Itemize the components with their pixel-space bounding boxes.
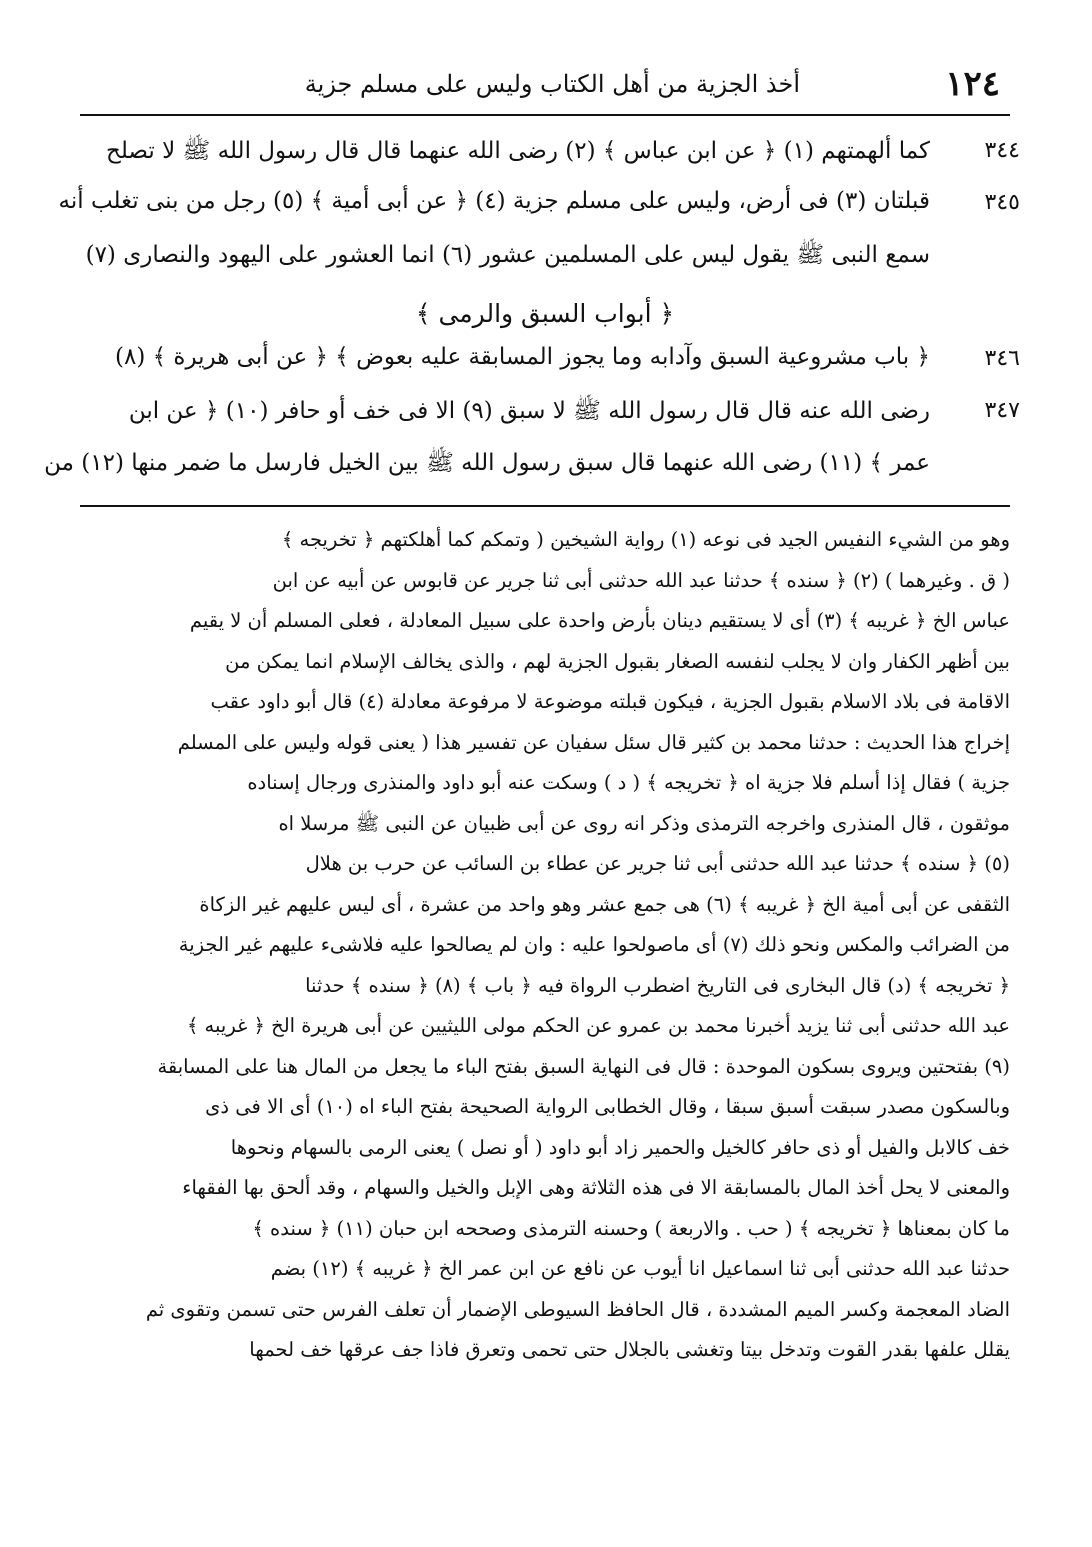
footnote-line: الاقامة فى بلاد الاسلام بقبول الجزية ، فيكون قبلته موضوعة لا مرفوعة معادلة (٤) قال أبو داود عقب bbox=[210, 690, 1010, 713]
hadith-text: رضى الله عنه قال قال رسول الله ﷺ لا سبق (٩) الا فى خف أو حافر (١٠) ﴿ عن ابن bbox=[128, 398, 930, 424]
hadith-number: ٣٤٧ bbox=[984, 398, 1020, 423]
footnotes bbox=[80, 520, 1010, 1371]
footnote-line: (٥) ﴿ سنده ﴾ حدثنا عبد الله حدثنى أبى ثنا جرير عن عطاء بن السائب عن حرب بن هلال bbox=[305, 852, 1010, 875]
hadith-text: ﴿ باب مشروعية السبق وآدابه وما يجوز المسابقة عليه بعوض ﴾ ﴿ عن أبى هريرة ﴾ (٨) bbox=[114, 344, 930, 370]
footnote-line: ﴿ تخريجه ﴾ (د) قال البخارى فى التاريخ اضطرب الرواة فيه ﴿ باب ﴾ (٨) ﴿ سنده ﴾ حدثنا bbox=[305, 973, 1010, 997]
hadith-text: قبلتان (٣) فى أرض، وليس على مسلم جزية (٤) ﴿ عن أبى أمية ﴾ (٥) رجل من بنى تغلب أنه bbox=[58, 188, 930, 214]
hadith-text: عمر ﴾ (١١) رضى الله عنهما قال سبق رسول الله ﷺ بين الخيل فارسل ما ضمر منها (١٢) من bbox=[44, 450, 930, 476]
footnote-line: بين أظهر الكفار وان لا يجلب لنفسه الصغار بقبول الجزية لهم ، والذى يخالف الإسلام انما يمكن من bbox=[225, 649, 1010, 673]
footnote-line: حدثنا عبد الله حدثنى أبى ثنا اسماعيل انا أيوب عن نافع عن ابن عمر الخ ﴿ غريبه ﴾ (١٢) بضم bbox=[270, 1257, 1010, 1280]
footnote-line: وبالسكون مصدر سبقت أسبق سبقا ، وقال الخطابى الرواية الصحيحة بفتح الباء اه (١٠) أى الا فى ذى bbox=[205, 1095, 1010, 1118]
footnote-line: من الضرائب والمكس ونحو ذلك (٧) أى ماصولحوا عليه : وان لم يصالحوا عليه فلاشىء عليهم غير الجزية bbox=[178, 933, 1010, 956]
text-line bbox=[80, 132, 1020, 184]
footnote-line: (٩) بفتحتين ويروى بسكون الموحدة : قال فى النهاية السبق بفتح الباء ما يجعل من المال هنا على المسابقة bbox=[157, 1054, 1010, 1078]
footnote-line: ( ق . وغيرهما ) (٢) ﴿ سنده ﴾ حدثنا عبد الله حدثنى أبى ثنا جرير عن قابوس عن أبيه عن ابن bbox=[272, 568, 1010, 592]
footnote-line: والمعنى لا يحل أخذ المال بالمسابقة الا فى هذه الثلاثة وهى الإبل والخيل والسهام ، وقد ألحق بها الفقهاء bbox=[182, 1176, 1010, 1199]
text-line bbox=[80, 236, 1010, 288]
footnote-line: خف كالابل والفيل أو ذى حافر كالخيل والحمير زاد أبو داود ( أو نصل ) يعنى الرمى بالسهام ونحوها bbox=[230, 1135, 1010, 1159]
text-line bbox=[58, 184, 1020, 236]
footnote-line: موثقون ، قال المنذرى واخرجه الترمذى وذكر انه روى عن أبى ظبيان عن النبى ﷺ مرسلا اه bbox=[278, 811, 1010, 835]
footnote-line: وهو من الشيء النفيس الجيد فى نوعه (١) رواية الشيخين ( وتمكم كما أهلكتهم ﴿ تخريجه ﴾ bbox=[281, 528, 1010, 551]
hadith-number: ٣٤٦ bbox=[984, 346, 1020, 371]
text-line bbox=[80, 340, 1020, 392]
footnote-line: الثقفى عن أبى أمية الخ ﴿ غريبه ﴾ (٦) هى جمع عشر وهو واحد من عشرة ، أى ليس عليهم غير الزكاة bbox=[199, 892, 1010, 916]
footnote-line: عباس الخ ﴿ غريبه ﴾ (٣) أى لا يستقيم دينان بأرض واحدة على سبيل المعادلة ، فعلى المسلم أن لا يقيم bbox=[189, 609, 1010, 632]
hadith-number: ٣٤٤ bbox=[984, 138, 1020, 163]
text-line bbox=[80, 392, 1020, 444]
footnote-line: جزية ) فقال إذا أسلم فلا جزية اه ﴿ تخريجه ﴾ ( د ) وسكت عنه أبو داود والمنذرى ورجال إسناده bbox=[247, 771, 1010, 794]
footnote-line: ما كان بمعناها ﴿ تخريجه ﴾ ( حب . والاربعة ) وحسنه الترمذى وصححه ابن حبان (١١) ﴿ سنده ﴾ bbox=[252, 1216, 1010, 1240]
page-header bbox=[80, 62, 1010, 106]
footnote-line: إخراج هذا الحديث : حدثنا محمد بن كثير قال سئل سفيان عن تفسير هذا ( يعنى قوله وليس على المسلم bbox=[177, 730, 1010, 754]
text-line bbox=[44, 444, 1010, 496]
header-divider bbox=[80, 114, 1010, 116]
running-title: أخذ الجزية من أهل الكتاب وليس على مسلم جزية bbox=[304, 70, 800, 98]
hadith-number: ٣٤٥ bbox=[984, 190, 1020, 215]
main-text bbox=[44, 132, 1020, 496]
footnote-divider bbox=[80, 505, 1010, 507]
footnote-line: الضاد المعجمة وكسر الميم المشددة ، قال الحافظ السيوطى الإضمار أن تعلف الفرس حتى تسمن وتقوى ثم bbox=[145, 1297, 1010, 1321]
hadith-text: كما ألهمتهم (١) ﴿ عن ابن عباس ﴾ (٢) رضى الله عنهما قال قال رسول الله ﷺ لا تصلح bbox=[105, 138, 930, 164]
page-number: ١٢٤ bbox=[945, 64, 1000, 104]
hadith-text: سمع النبى ﷺ يقول ليس على المسلمين عشور (٦) انما العشور على اليهود والنصارى (٧) bbox=[85, 242, 930, 268]
section-heading: ﴿ أبواب السبق والرمى ﴾ bbox=[415, 299, 675, 328]
footnote-line: يقلل علفها بقدر القوت وتدخل بيتا وتغشى بالجلال حتى تحمى وتعرق فاذا جف عرقها خف لحمها bbox=[249, 1338, 1010, 1361]
footnote-line: عبد الله حدثنى أبى ثنا يزيد أخبرنا محمد بن عمرو عن الحكم مولى الليثيين عن أبى هريرة الخ ﴿ غريبه ﴾ bbox=[186, 1014, 1010, 1037]
